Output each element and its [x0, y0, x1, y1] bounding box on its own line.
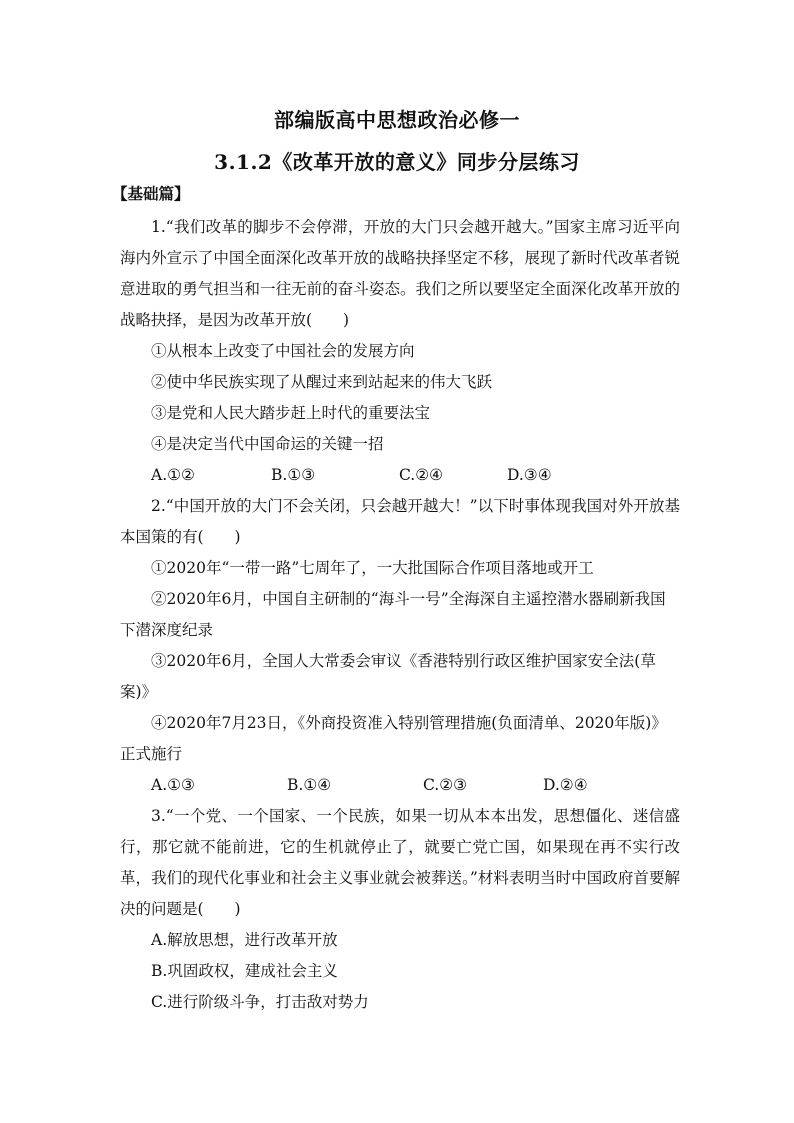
question-2-item-4: ④2020年7月23日，《外商投资准入特别管理措施(负面清单、2020年版)》正式施行 — [120, 714, 667, 763]
choice-c: C.②④ — [399, 466, 444, 484]
document-title: 部编版高中思想政治必修一 — [274, 108, 520, 132]
question-2-stem: 2.“中国开放的大门不会关闭，只会越开越大！”以下时事体现我国对外开放基本国策的有( ) — [120, 497, 680, 546]
question-3-option-b: B.巩固政权，建成社会主义 — [151, 962, 338, 980]
document-subtitle: 3.1.2《改革开放的意义》同步分层练习 — [214, 150, 580, 174]
question-1-item-3: ③是党和人民大踏步赶上时代的重要法宝 — [151, 404, 431, 422]
choice-d: D.②④ — [543, 776, 588, 794]
question-1-item-4: ④是决定当代中国命运的关键一招 — [151, 435, 384, 453]
question-1-choices — [120, 460, 680, 491]
question-2-choices — [120, 770, 680, 801]
question-2-item-3: ③2020年6月，全国人大常委会审议《香港特别行政区维护国家安全法(草案)》 — [120, 652, 656, 701]
question-content — [120, 212, 680, 1018]
choice-c: C.②③ — [423, 776, 468, 794]
question-3-option-a: A.解放思想，进行改革开放 — [151, 931, 338, 949]
question-1-item-1: ①从根本上改变了中国社会的发展方向 — [151, 342, 415, 360]
choice-a: A.①② — [151, 466, 195, 484]
question-3-stem: 3.“一个党、一个国家、一个民族，如果一切从本本出发，思想僵化、迷信盛行，那它就不能前进，它的生机就停止了，就要亡党亡国，如果现在再不实行改革，我们的现代化事业和社会主义事业就会被葬送。”材料表明当时中国政府首要解决的问题是( ) — [120, 807, 680, 918]
question-1-stem: 1.“我们改革的脚步不会停滞，开放的大门只会越开越大。”国家主席习近平向海内外宣示了中国全面深化改革开放的战略抉择坚定不移，展现了新时代改革者锐意进取的勇气担当和一往无前的奋斗姿态。我们之所以要坚定全面深化改革开放的战略抉择，是因为改革开放( ) — [120, 218, 680, 329]
choice-b: B.①③ — [271, 466, 316, 484]
choice-b: B.①④ — [287, 776, 332, 794]
question-2-item-1: ①2020年“一带一路”七周年了，一大批国际合作项目落地或开工 — [151, 559, 594, 577]
choice-d: D.③④ — [507, 466, 552, 484]
section-heading: 【基础篇】 — [112, 184, 190, 203]
question-2-item-2: ②2020年6月，中国自主研制的“海斗一号”全海深自主遥控潜水器刷新我国下潜深度纪录 — [120, 590, 666, 639]
question-1-item-2: ②使中华民族实现了从醒过来到站起来的伟大飞跃 — [151, 373, 493, 391]
choice-a: A.①③ — [151, 776, 195, 794]
question-3-option-c: C.进行阶级斗争，打击敌对势力 — [151, 993, 369, 1011]
